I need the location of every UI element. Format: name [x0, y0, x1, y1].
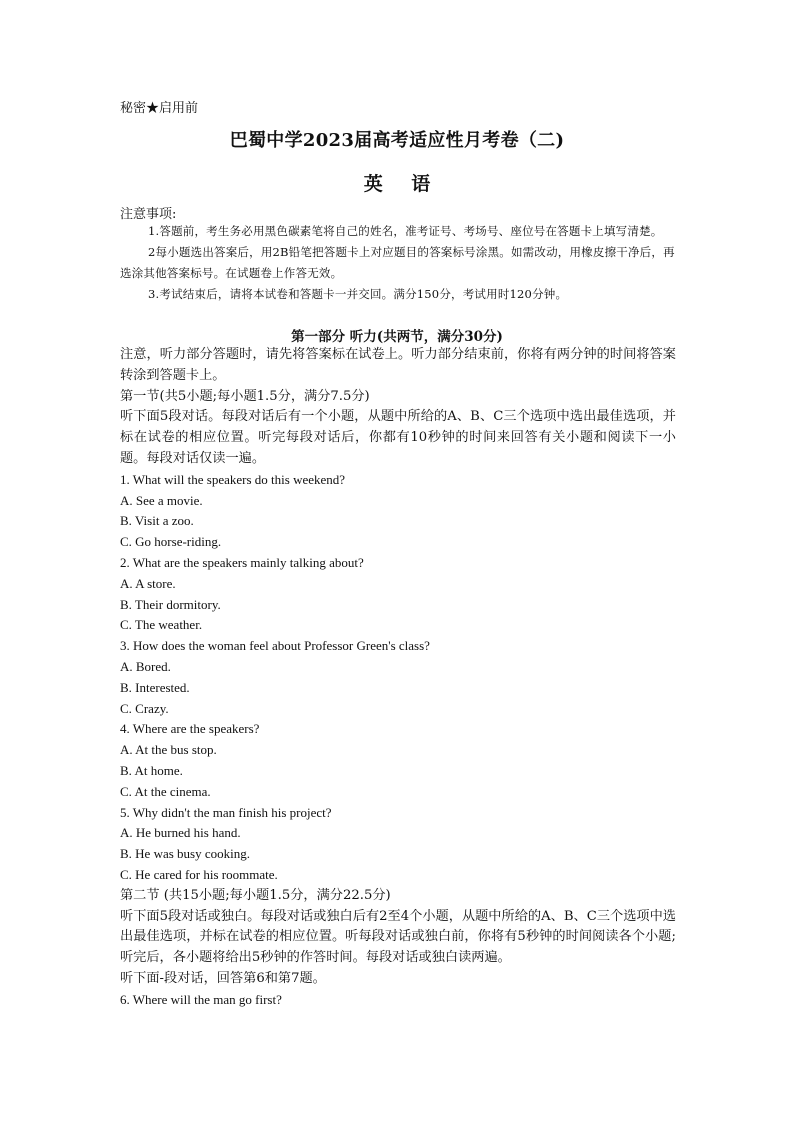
question-stem: 1. What will the speakers do this weekend?: [120, 471, 346, 487]
section1-instruction: 听下面5段对话。每段对话后有一个小题，从题中所给的A、B、C三个选项中选出最佳选项，并标在试卷的相应位置。听完每段对话后，你都有10秒钟的时间来回答有关小题和阅读下一小题。每段对话仅读一遍。: [120, 409, 676, 466]
exam-title: 巴蜀中学2023届高考适应性月考卷（二): [229, 130, 565, 151]
note-item: 3.考试结束后，请将本试卷和答题卡一并交回。满分150分，考试用时120分钟。: [148, 287, 568, 301]
dialogue-prompt: 听下面-段对话，回答第6和第7题。: [120, 970, 326, 986]
option-c: C. At the cinema.: [120, 783, 211, 799]
option-c: C. The weather.: [120, 617, 203, 633]
listening-instruction: 注意，听力部分答题时，请先将答案标在试卷上。听力部分结束前，你将有两分钟的时间将答案转涂到答题卡上。: [120, 347, 676, 383]
section2-instruction: 听下面5段对话或独白。每段对话或独白后有2至4个小题，从题中所给的A、B、C三个选项中选出最佳选项，并标在试卷的相应位置。听每段对话或独白前，你将有5秒钟的时间阅读各个小题;听完后，各小题将给出5秒钟的作答时间。每段对话或独白读两遍。: [120, 908, 676, 966]
option-c: C. Crazy.: [120, 700, 169, 716]
option-a: A. He burned his hand.: [120, 825, 241, 841]
part1-title: 第一部分 听力(共两节，满分30分): [291, 329, 503, 345]
part1-body: [120, 345, 676, 1011]
option-b: B. Interested.: [120, 679, 190, 695]
option-b: B. At home.: [120, 762, 183, 778]
notes-list: [120, 221, 676, 305]
note-item: 2每小题选出答案后，用2B铅笔把答题卡上对应题目的答案标号涂黑。如需改动，用橡皮擦干净后，再选涂其他答案标号。在试题卷上作答无效。: [120, 245, 675, 280]
question-stem: 2. What are the speakers mainly talking about?: [120, 554, 364, 570]
option-a: A. A store.: [120, 575, 176, 591]
option-b: B. He was busy cooking.: [120, 846, 250, 862]
option-c: C. Go horse-riding.: [120, 534, 222, 550]
option-a: A. See a movie.: [120, 492, 203, 508]
option-a: A. At the bus stop.: [120, 742, 217, 758]
question-stem: 5. Why didn't the man finish his project?: [120, 804, 332, 820]
note-item: 1.答题前，考生务必用黑色碳素笔将自己的姓名，准考证号、考场号、座位号在答题卡上填写清楚。: [148, 224, 663, 238]
confidential-label: 秘密★启用前: [120, 101, 199, 116]
option-b: B. Their dormitory.: [120, 596, 221, 612]
section2-heading: 第二节 (共15小题;每小题1.5分，满分22.5分): [120, 887, 391, 903]
question-stem: 6. Where will the man go first?: [120, 991, 282, 1007]
option-a: A. Bored.: [120, 658, 171, 674]
section1-heading: 第一节(共5小题;每小题1.5分，满分7.5分): [120, 388, 370, 404]
question-stem: 3. How does the woman feel about Professor Green's class?: [120, 638, 430, 654]
option-b: B. Visit a zoo.: [120, 513, 194, 529]
option-c: C. He cared for his roommate.: [120, 866, 278, 882]
question-stem: 4. Where are the speakers?: [120, 721, 260, 737]
subject-title: 英 语: [363, 173, 431, 195]
notes-heading: 注意事项:: [120, 207, 177, 222]
